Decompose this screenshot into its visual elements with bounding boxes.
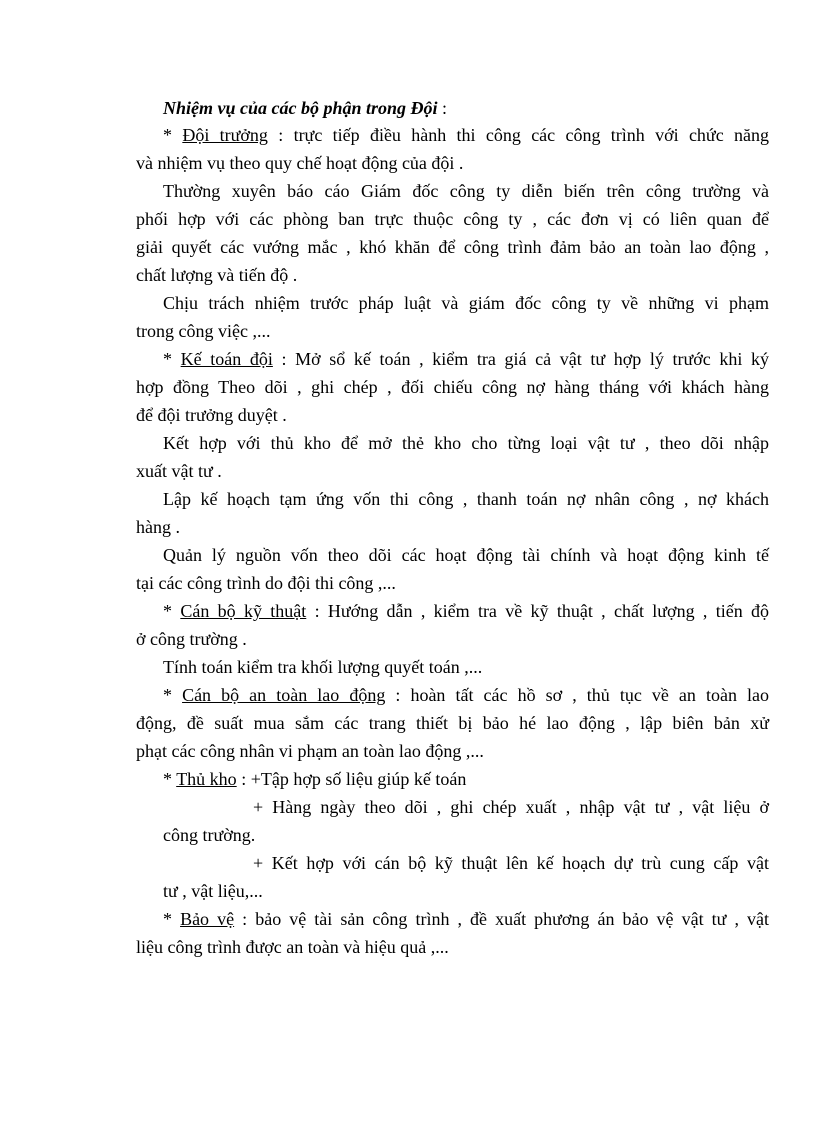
doi-truong-line-1 [163,124,769,146]
thu-kho-label: Thủ kho [176,769,237,789]
ky-thuat-line-2: ở công trường . [136,629,247,649]
bao-ve-text: : bảo vệ tài sản công trình , đề xuất phương án bảo vệ vật tư , vật [234,909,770,929]
ke-toan-p4-line-2: tại các công trình do đội thi công ,... [136,573,396,593]
ke-toan-p3-line-2: hàng . [136,517,180,537]
ky-thuat-text: : Hướng dẫn , kiểm tra về kỹ thuật , chất lượng , tiến độ [306,601,770,621]
doi-truong-label: Đội trưởng [182,125,268,145]
an-toan-line-3: phạt các công nhân vi phạm an toàn lao động ,... [136,741,484,761]
doi-truong-text: : trực tiếp điều hành thi công các công trình với chức năng [267,125,769,145]
bullet: * [163,769,177,789]
doi-truong-p2-line-1: Thường xuyên báo cáo Giám đốc công ty diễn biến trên công trường và [163,181,769,201]
thu-kho-line-5: tư , vật liệu,... [163,881,263,901]
heading-suffix: : [437,98,448,118]
bullet: * [163,349,181,369]
ke-toan-p4-line-1: Quản lý nguồn vốn theo dõi các hoạt động tài chính và hoạt động kinh tế [163,545,769,565]
bullet: * [163,125,183,145]
ke-toan-label: Kế toán đội [180,349,273,369]
doi-truong-p2-line-2: phối hợp với các phòng ban trực thuộc công ty , các đơn vị có liên quan để [136,209,769,229]
thu-kho-line-3: công trường. [163,825,256,845]
thu-kho-line-2: + Hàng ngày theo dõi , ghi chép xuất , nhập vật tư , vật liệu ở [253,797,769,817]
section-heading [163,97,447,119]
thu-kho-text: : +Tập hợp số liệu giúp kế toán [236,769,467,789]
bullet: * [163,685,183,705]
bullet: * [163,601,181,621]
bao-ve-label: Bảo vệ [180,909,235,929]
doi-truong-p2-line-4: chất lượng và tiến độ . [136,265,298,285]
an-toan-text: : hoàn tất các hồ sơ , thủ tục về an toàn lao [385,685,769,705]
bao-ve-line-2: liệu công trình được an toàn và hiệu quả ,... [136,937,449,957]
an-toan-line-1 [163,684,769,706]
doi-truong-line-2: và nhiệm vụ theo quy chế hoạt động của đội . [136,153,464,173]
an-toan-label: Cán bộ an toàn lao động [182,685,386,705]
ky-thuat-p2-line-1: Tính toán kiểm tra khối lượng quyết toán ,... [163,657,483,677]
ke-toan-line-1 [163,348,769,370]
ke-toan-p2-line-1: Kết hợp với thủ kho để mở thẻ kho cho từng loại vật tư , theo dõi nhập [163,433,769,453]
doi-truong-p3-line-1: Chịu trách nhiệm trước pháp luật và giám đốc công ty về những vi phạm [163,293,769,313]
bullet: * [163,909,181,929]
ke-toan-line-2: hợp đồng Theo dõi , ghi chép , đối chiếu công nợ hàng tháng với khách hàng [136,377,769,397]
thu-kho-line-4: + Kết hợp với cán bộ kỹ thuật lên kế hoạch dự trù cung cấp vật [253,853,769,873]
ke-toan-p3-line-1: Lập kế hoạch tạm ứng vốn thi công , thanh toán nợ nhân công , nợ khách [163,489,769,509]
heading-text: Nhiệm vụ của các bộ phận trong Đội [163,98,438,118]
ke-toan-text: : Mở sổ kế toán , kiểm tra giá cả vật tư hợp lý trước khi ký [272,349,770,369]
doi-truong-p3-line-2: trong công việc ,... [136,321,271,341]
bao-ve-line-1 [163,908,769,930]
ke-toan-line-3: để đội trưởng duyệt . [136,405,287,425]
thu-kho-line-1 [163,768,466,790]
an-toan-line-2: động, đề suất mua sắm các trang thiết bị bảo hé lao động , lập biên bản xử [136,713,769,733]
ky-thuat-label: Cán bộ kỹ thuật [180,601,307,621]
ky-thuat-line-1 [163,600,769,622]
doi-truong-p2-line-3: giải quyết các vướng mắc , khó khăn để công trình đảm bảo an toàn lao động , [136,237,769,257]
ke-toan-p2-line-2: xuất vật tư . [136,461,222,481]
